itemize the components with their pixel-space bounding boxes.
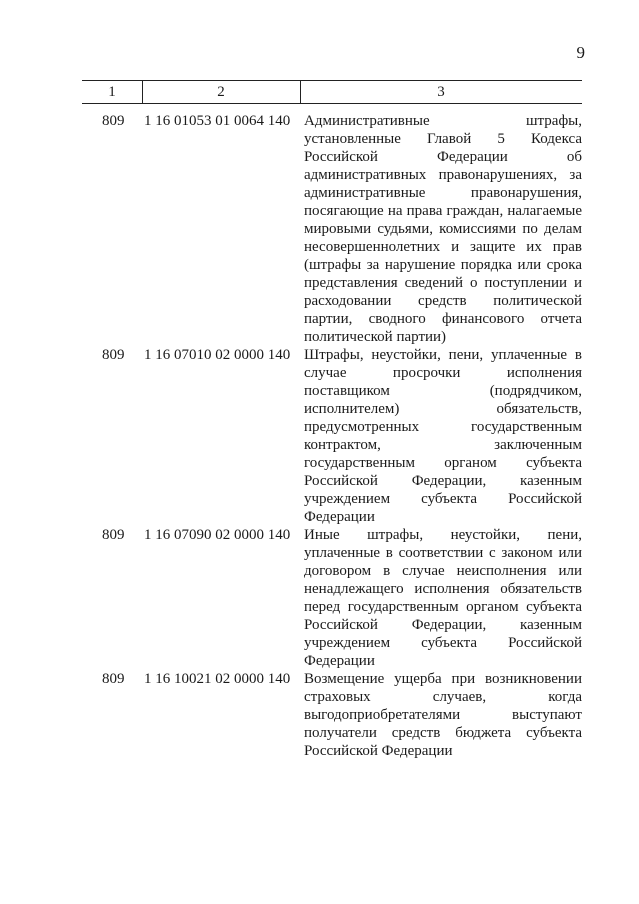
table-row [82, 346, 582, 526]
header-col-3: 3 [437, 84, 445, 100]
table-row [82, 670, 582, 760]
table-body [82, 112, 582, 760]
budget-classification-code: 1 16 10021 02 0000 140 [144, 671, 291, 687]
income-description: Административные штрафы, установленные Главой 5 Кодекса Российской Федерации об административных правонарушениях, за административные правонарушения, посягающие на права граждан, налагаемые мировыми судьями, комиссиями по делам несовершеннолетних и защите их прав (штрафы за нарушение порядка или срока представления сведений о поступлении и расходовании средств политической партии, сводного финансового отчета политической партии) [304, 113, 582, 345]
admin-code: 809 [102, 671, 125, 687]
header-col-1: 1 [108, 84, 116, 100]
income-description: Иные штрафы, неустойки, пени, уплаченные в соответствии с законом или договором в случае неисполнения или ненадлежащего исполнения обязательств перед государственным органом субъекта Российской Федерации, казенным учреждением субъекта Российской Федерации [304, 527, 582, 669]
table-row [82, 526, 582, 670]
header-col-2: 2 [217, 84, 225, 100]
table-header [82, 80, 582, 104]
budget-classification-code: 1 16 01053 01 0064 140 [144, 113, 291, 129]
income-description: Возмещение ущерба при возникновении страховых случаев, когда выгодоприобретателями выступают получатели средств бюджета субъекта Российской Федерации [304, 671, 582, 759]
admin-code: 809 [102, 347, 125, 363]
table-row [82, 112, 582, 346]
budget-classification-code: 1 16 07090 02 0000 140 [144, 527, 291, 543]
admin-code: 809 [102, 113, 125, 129]
budget-classification-code: 1 16 07010 02 0000 140 [144, 347, 291, 363]
admin-code: 809 [102, 527, 125, 543]
income-description: Штрафы, неустойки, пени, уплаченные в случае просрочки исполнения поставщиком (подрядчиком, исполнителем) обязательств, предусмотренных государственным контрактом, заключенным государственным органом субъекта Российской Федерации, казенным учреждением субъекта Российской Федерации [304, 347, 582, 525]
page-number: 9 [576, 43, 585, 62]
